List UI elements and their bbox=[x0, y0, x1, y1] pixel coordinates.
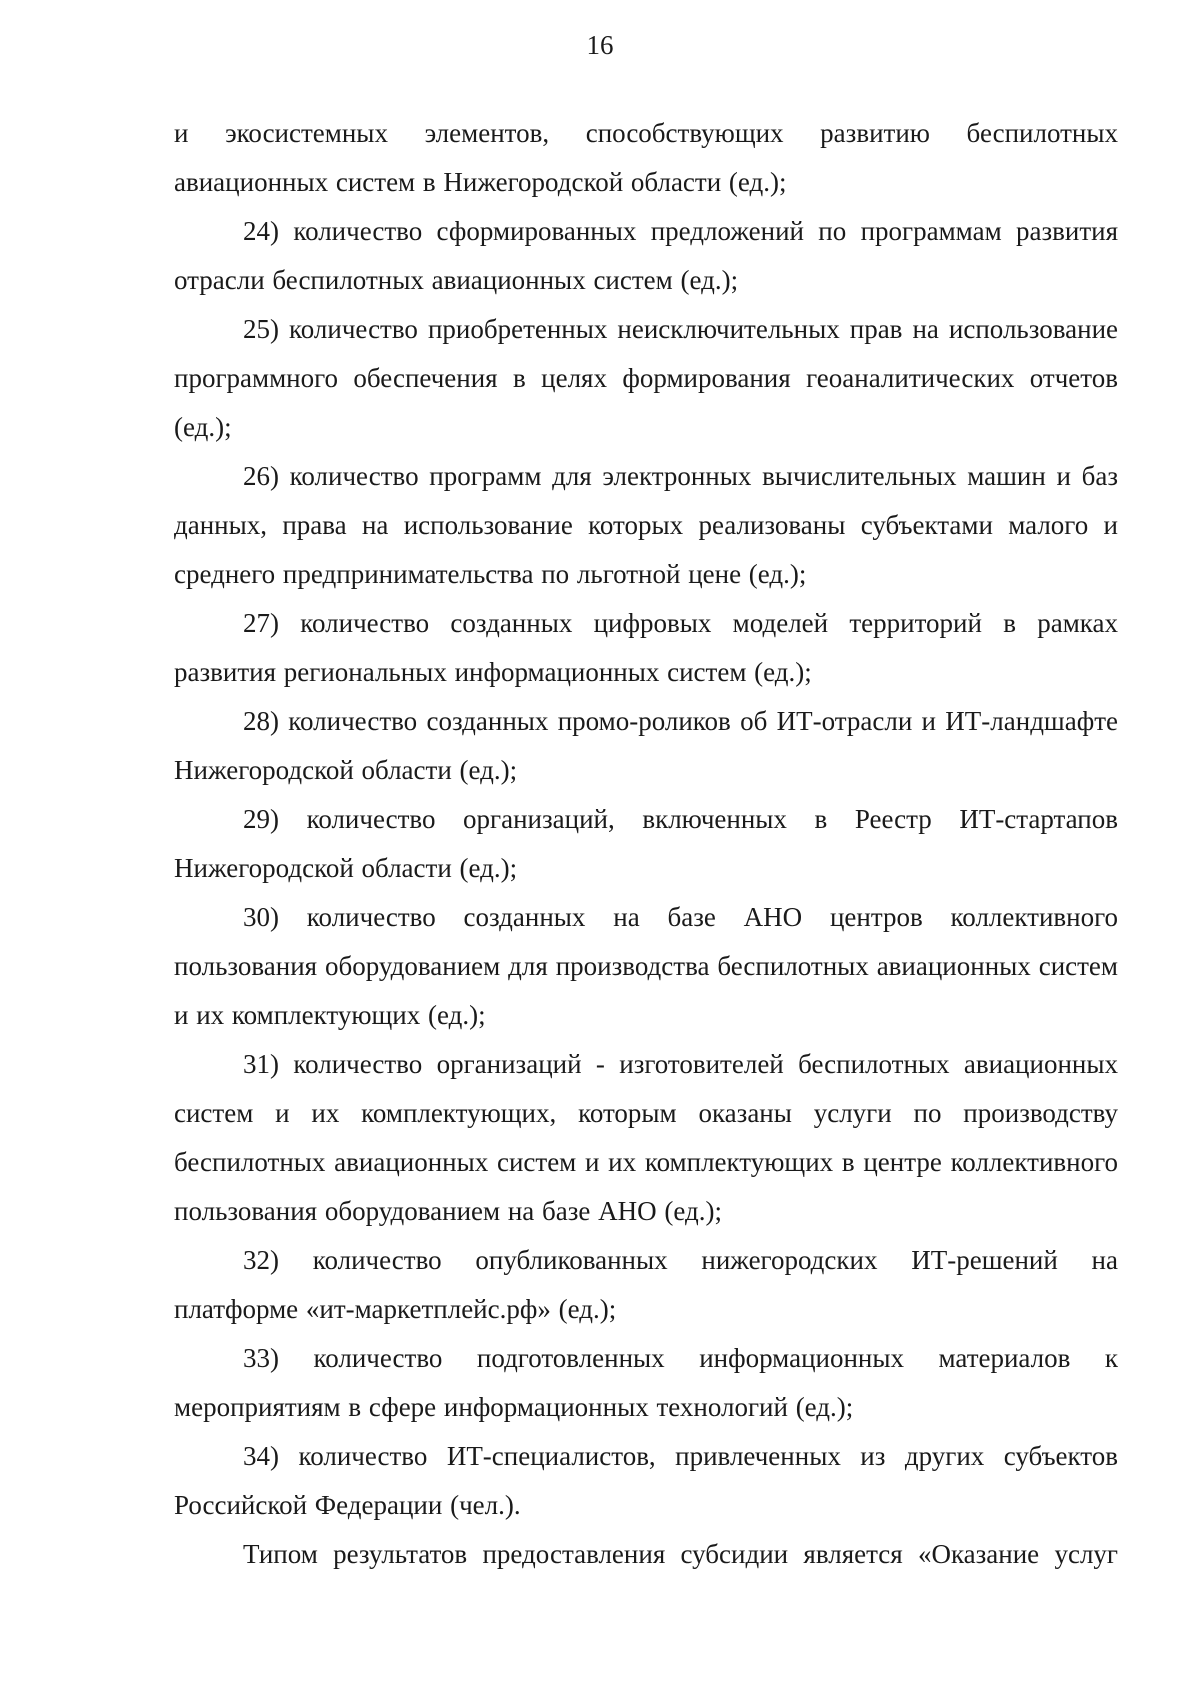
list-item-33: 33) количество подготовленных информационных материалов к мероприятиям в сфере информационных технологий (ед.); bbox=[174, 1343, 1118, 1422]
list-item-28: 28) количество созданных промо-роликов об ИТ-отрасли и ИТ-ландшафте Нижегородской области (ед.); bbox=[174, 706, 1118, 785]
list-item-32: 32) количество опубликованных нижегородских ИТ-решений на платформе «ит-маркетплейс.рф» (ед.); bbox=[174, 1245, 1118, 1324]
list-item-30: 30) количество созданных на базе АНО центров коллективного пользования оборудованием для производства беспилотных авиационных систем и их комплектующих (ед.); bbox=[174, 902, 1118, 1030]
document-body bbox=[174, 109, 1118, 1579]
list-item-34: 34) количество ИТ-специалистов, привлеченных из других субъектов Российской Федерации (чел.). bbox=[174, 1441, 1118, 1520]
page-number: 16 bbox=[586, 30, 614, 60]
list-item-24: 24) количество сформированных предложений по программам развития отрасли беспилотных авиационных систем (ед.); bbox=[174, 216, 1118, 295]
list-item-26: 26) количество программ для электронных вычислительных машин и баз данных, права на использование которых реализованы субъектами малого и среднего предпринимательства по льготной цене (ед.); bbox=[174, 461, 1118, 589]
list-item-25: 25) количество приобретенных неисключительных прав на использование программного обеспечения в целях формирования геоаналитических отчетов (ед.); bbox=[174, 314, 1118, 442]
list-item-29: 29) количество организаций, включенных в Реестр ИТ-стартапов Нижегородской области (ед.); bbox=[174, 804, 1118, 883]
list-item-27: 27) количество созданных цифровых моделей территорий в рамках развития региональных информационных систем (ед.); bbox=[174, 608, 1118, 687]
paragraph-continuation: и экосистемных элементов, способствующих развитию беспилотных авиационных систем в Нижегородской области (ед.); bbox=[174, 118, 1118, 197]
closing-paragraph: Типом результатов предоставления субсидии является «Оказание услуг bbox=[243, 1539, 1118, 1569]
list-item-31: 31) количество организаций - изготовителей беспилотных авиационных систем и их комплектующих, которым оказаны услуги по производству беспилотных авиационных систем и их комплектующих в центре коллективного пользования оборудованием на базе АНО (ед.); bbox=[174, 1049, 1118, 1226]
